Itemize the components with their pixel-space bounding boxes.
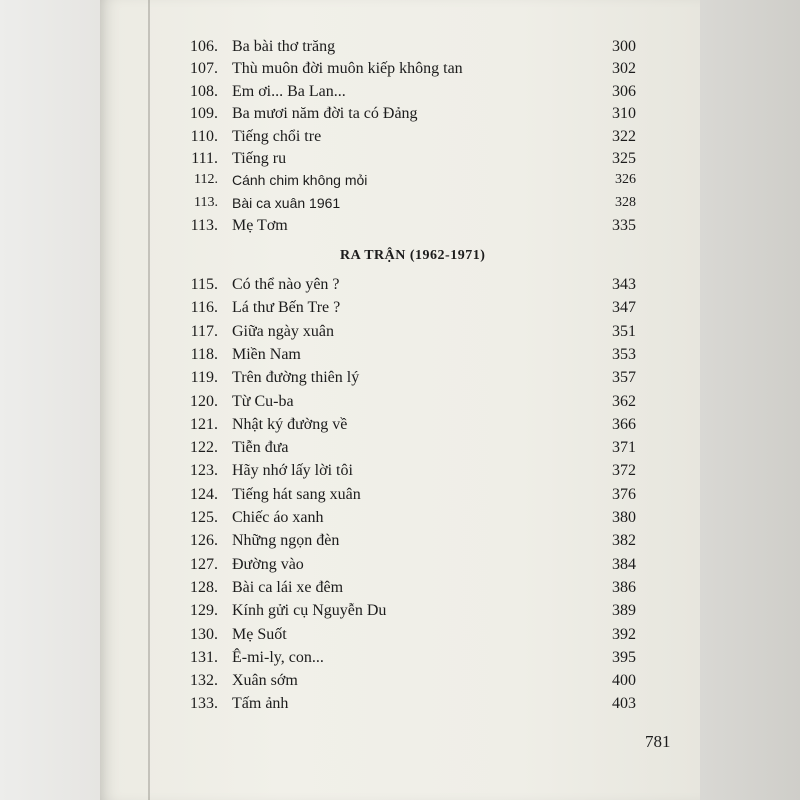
entry-page: 310 xyxy=(612,105,636,123)
toc-entry xyxy=(0,105,700,129)
entry-title: Nhật ký đường về xyxy=(232,415,348,433)
entry-number: 125. xyxy=(190,509,218,526)
entry-number: 107. xyxy=(190,60,218,78)
entry-number: 108. xyxy=(190,82,218,100)
toc-entry xyxy=(0,217,700,241)
entry-title: Bài ca xuân 1961 xyxy=(232,194,341,211)
entry-number: 116. xyxy=(190,299,218,317)
entry-title: Tiếng chổi tre xyxy=(232,127,322,145)
entry-number: 124. xyxy=(190,485,218,503)
entry-number: 133. xyxy=(190,695,218,713)
entry-page: 403 xyxy=(612,695,636,713)
entry-title: Thù muôn đời muôn kiếp không tan xyxy=(232,60,463,78)
entry-page: 366 xyxy=(612,415,636,433)
entry-page: 306 xyxy=(612,82,636,100)
toc-entry xyxy=(0,323,700,347)
entry-page: 347 xyxy=(612,299,636,317)
entry-title: Ê-mi-ly, con... xyxy=(232,648,324,666)
entry-number: 130. xyxy=(190,625,218,643)
background-right xyxy=(700,0,800,800)
entry-title: Những ngọn đèn xyxy=(232,532,340,550)
toc-entry xyxy=(0,672,700,696)
entry-number: 118. xyxy=(190,345,218,363)
entry-page: 372 xyxy=(612,462,636,480)
entry-number: 111. xyxy=(191,150,218,167)
entry-number: 117. xyxy=(190,322,218,340)
toc-entry xyxy=(0,486,700,510)
toc-entry xyxy=(0,695,700,719)
entry-page: 362 xyxy=(612,392,636,410)
entry-title: Tiếng hát sang xuân xyxy=(232,485,361,503)
entry-title: Kính gửi cụ Nguyễn Du xyxy=(232,602,387,620)
entry-title: Hãy nhớ lấy lời tôi xyxy=(232,462,353,480)
entry-title: Tiễn đưa xyxy=(232,439,289,457)
toc-entry xyxy=(0,556,700,580)
toc-entry xyxy=(0,38,700,62)
entry-number: 109. xyxy=(190,105,218,123)
entry-page: 335 xyxy=(612,217,636,235)
toc-entry xyxy=(0,649,700,673)
entry-title: Miền Nam xyxy=(232,345,301,363)
toc-entry xyxy=(0,60,700,84)
toc-entry xyxy=(0,128,700,152)
entry-title: Mẹ Suốt xyxy=(232,625,287,643)
entry-page: 328 xyxy=(615,194,636,210)
entry-page: 395 xyxy=(612,648,636,666)
entry-page: 371 xyxy=(612,439,636,457)
entry-title: Xuân sớm xyxy=(232,672,298,690)
toc-entry xyxy=(0,579,700,603)
entry-number: 115. xyxy=(190,276,218,293)
entry-number: 112. xyxy=(194,172,218,188)
entry-page: 386 xyxy=(612,578,636,596)
toc-entry xyxy=(0,150,700,174)
entry-number: 120. xyxy=(190,392,218,410)
entry-page: 351 xyxy=(612,322,636,340)
toc-entry xyxy=(0,172,700,196)
entry-title: Tấm ảnh xyxy=(232,695,289,713)
section-title: RA TRẬN (1962-1971) xyxy=(340,248,486,263)
entry-page: 353 xyxy=(612,345,636,363)
entry-page: 384 xyxy=(612,555,636,573)
toc-entry xyxy=(0,532,700,556)
entry-number: 106. xyxy=(190,38,218,55)
entry-title: Đường vào xyxy=(232,555,304,573)
entry-page: 357 xyxy=(612,369,636,387)
entry-page: 392 xyxy=(612,625,636,643)
entry-number: 113. xyxy=(190,217,218,235)
entry-title: Cánh chim không mỏi xyxy=(232,172,368,189)
entry-page: 382 xyxy=(612,532,636,550)
entry-number: 121. xyxy=(190,415,218,433)
entry-number: 132. xyxy=(190,672,218,690)
entry-page: 400 xyxy=(612,672,636,690)
entry-title: Ba bài thơ trăng xyxy=(232,38,336,55)
entry-title: Ba mươi năm đời ta có Đảng xyxy=(232,105,418,123)
entry-title: Em ơi... Ba Lan... xyxy=(232,82,346,100)
entry-title: Có thể nào yên ? xyxy=(232,276,340,293)
entry-page: 325 xyxy=(612,150,636,167)
entry-title: Trên đường thiên lý xyxy=(232,369,360,387)
toc-entry xyxy=(0,195,700,219)
toc-entry xyxy=(0,369,700,393)
entry-title: Bài ca lái xe đêm xyxy=(232,578,344,596)
entry-page: 300 xyxy=(612,38,636,55)
toc-entry xyxy=(0,602,700,626)
entry-number: 123. xyxy=(190,462,218,480)
entry-page: 322 xyxy=(612,127,636,145)
toc-entry xyxy=(0,439,700,463)
entry-title: Mẹ Tơm xyxy=(232,217,288,235)
entry-page: 389 xyxy=(612,602,636,620)
entry-title: Giữa ngày xuân xyxy=(232,322,334,340)
entry-number: 113. xyxy=(194,194,218,210)
entry-page: 326 xyxy=(615,172,636,188)
entry-title: Từ Cu-ba xyxy=(232,392,294,410)
toc-entry xyxy=(0,509,700,533)
entry-title: Lá thư Bến Tre ? xyxy=(232,299,341,317)
entry-page: 343 xyxy=(612,276,636,293)
entry-page: 302 xyxy=(612,60,636,78)
toc-entry xyxy=(0,416,700,440)
toc-entry xyxy=(0,393,700,417)
entry-number: 127. xyxy=(190,555,218,573)
entry-number: 128. xyxy=(190,578,218,596)
toc-entry xyxy=(0,626,700,650)
toc-entry xyxy=(0,299,700,323)
entry-page: 376 xyxy=(612,485,636,503)
page-number: 781 xyxy=(645,732,671,751)
toc-entry xyxy=(0,346,700,370)
entry-number: 129. xyxy=(190,602,218,620)
toc-entry xyxy=(0,276,700,300)
entry-number: 122. xyxy=(190,439,218,457)
entry-title: Tiếng ru xyxy=(232,150,287,167)
entry-number: 131. xyxy=(190,648,218,666)
entry-number: 119. xyxy=(190,369,218,387)
entry-number: 110. xyxy=(190,127,218,145)
entry-title: Chiếc áo xanh xyxy=(232,509,324,526)
toc-entry xyxy=(0,462,700,486)
entry-page: 380 xyxy=(612,509,636,526)
entry-number: 126. xyxy=(190,532,218,550)
toc-entry xyxy=(0,83,700,107)
